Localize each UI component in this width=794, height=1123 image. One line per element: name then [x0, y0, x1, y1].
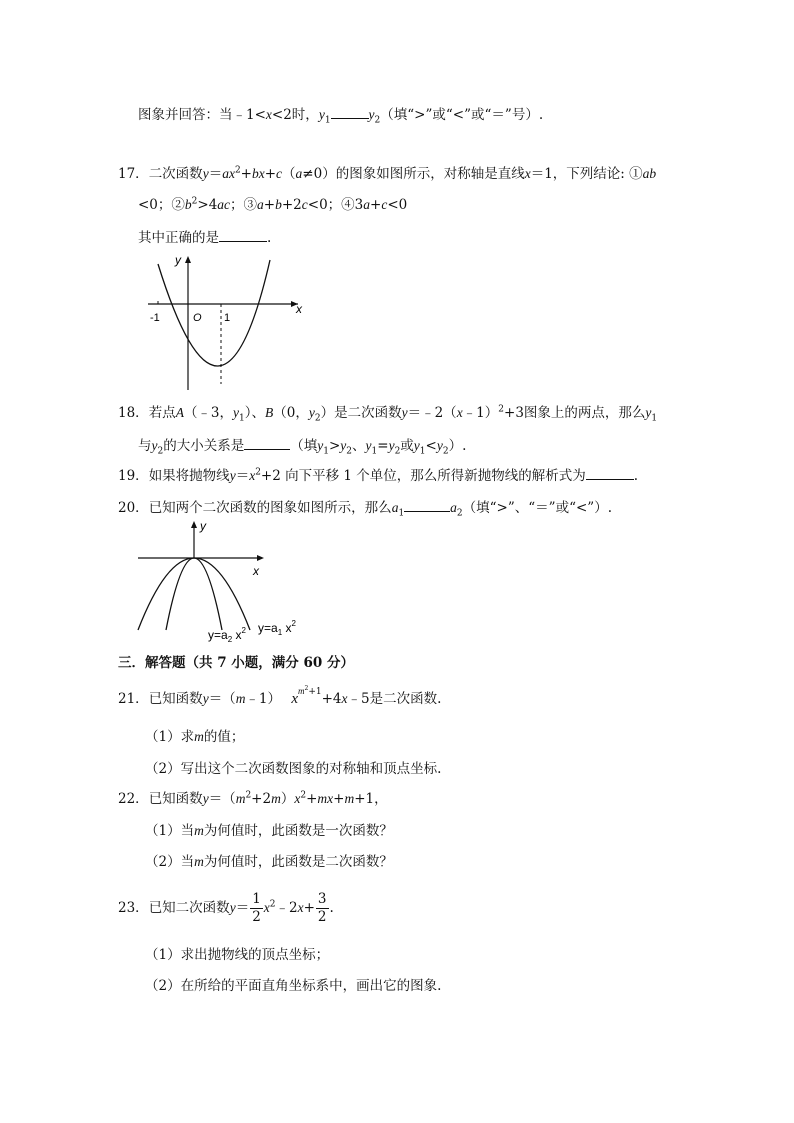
q17-line1: 17．二次函数$y=ax^2+bx+c(a\ne 0)$的图象如图所示，对称轴是直线x＝1，下列结论: ①ab — [118, 165, 657, 182]
fraction-three-halves: $\frac{3}{2}$ — [317, 891, 327, 925]
y-axis-arrow — [191, 521, 197, 528]
q22-line: 22．已知函数$y=(m^2+2m)x^2+mx+m+1$， — [118, 790, 388, 807]
label-y-a2-x2: $y=a_2$ $x^2$ — [208, 626, 246, 644]
answer-blank[interactable] — [586, 466, 634, 480]
q19-line: 19．如果将抛物线$y=x^2+2$ 向下平移 1 个单位，那么所得新抛物线的解析式为 . — [118, 467, 639, 484]
q22-sub2: （2）当m为何值时，此函数是二次函数？ — [145, 854, 393, 870]
x-axis-label: x — [253, 564, 259, 578]
q21-sub2: （2）写出这个二次函数图象的对称轴和顶点坐标. — [145, 761, 442, 777]
tick-label-neg1: -1 — [150, 312, 160, 324]
q21-line: 21．已知函数y＝（m﹣1） $xm^2+1+4x﹣5$是二次函数. — [118, 685, 442, 707]
tick-label-1: 1 — [224, 312, 231, 324]
q20-line: 20．已知两个二次函数的图象如图所示，那么$a_1$ $a_2$（填“>”、“＝”或“<”）. — [118, 500, 612, 519]
q18-line2: 与$y_2$的大小关系是 （填$y_1>y_2$、$y_1=y_2$或$y_1<y_2$）. — [138, 438, 467, 457]
q21-sub1: （1）求m的值； — [145, 729, 245, 745]
q17-parabola-figure — [138, 252, 310, 392]
parabola-a2 — [166, 558, 222, 630]
parabola-curve — [158, 260, 270, 366]
y-axis-label: y — [175, 253, 181, 267]
parabola-a1 — [138, 558, 250, 630]
answer-blank[interactable] — [219, 228, 267, 242]
q16-continuation: 图象并回答：当﹣1<x<2时，$y_1$ $y_2$（填“>”或“<”或“＝”号）. — [138, 107, 544, 126]
y-axis-arrow — [185, 256, 191, 263]
q23-line: 23．已知二次函数y＝ $\frac{1}{2}$ $x^2﹣2x+$ $\frac{3}{2}$ . — [118, 891, 334, 925]
origin-label: O — [193, 312, 202, 324]
q23-sub1: （1）求出抛物线的顶点坐标； — [145, 947, 330, 963]
q23-sub2: （2）在所给的平面直角坐标系中，画出它的图象. — [145, 978, 442, 994]
y-axis-label: y — [200, 519, 206, 533]
x-axis-arrow — [257, 555, 264, 561]
q20-parabolas-figure — [136, 518, 314, 646]
answer-blank[interactable] — [244, 436, 290, 450]
answer-blank[interactable] — [404, 498, 450, 512]
label-y-a1-x2: $y=a_1$ $x^2$ — [258, 619, 296, 637]
q18-line1: 18．若点A（﹣3，$y_1$）、B（0，$y_2$）是二次函数y＝﹣2（x﹣1）$^2$+3图象上的两点，那么$y_1$ — [118, 404, 658, 424]
answer-blank[interactable] — [331, 105, 369, 119]
q22-sub1: （1）当m为何值时，此函数是一次函数？ — [145, 823, 393, 839]
fraction-one-half: $\frac{1}{2}$ — [252, 891, 261, 925]
section-heading: 三．解答题（共 7 小题，满分 60 分） — [118, 655, 354, 671]
q17-line3: 其中正确的是 . — [138, 230, 272, 246]
q17-line2: <0；$②b^2>4ac$；③a+b+2c<0；④3a+c<0 — [138, 196, 408, 213]
x-axis-label: x — [296, 302, 302, 316]
